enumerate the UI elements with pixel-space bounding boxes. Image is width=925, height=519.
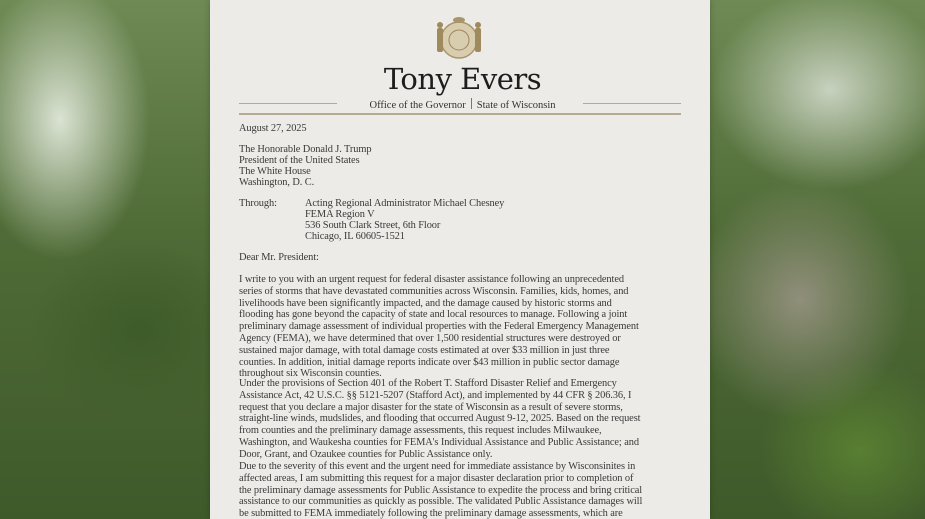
paragraph-line: Assistance Act, 42 U.S.C. §§ 5121-5207 (Stafford Act), and implemented by 44 CFR § 206.36, I [239, 389, 632, 401]
office-label: Office of the Governor [369, 100, 466, 111]
letterhead-subtitle [0, 98, 925, 111]
paragraph-line: Washington, and Waukesha counties for FEMA's Individual Assistance and Public Assistance; and [239, 437, 639, 448]
paragraph-line: straight-line winds, mudslides, and flooding that occurred August 9-12, 2025. Based on the request [239, 413, 641, 425]
recipient-line: The White House [239, 166, 311, 177]
paragraph-line: series of storms that have devastated communities across Wisconsin. Families, kids, homes, and [239, 285, 629, 297]
divider [471, 98, 472, 109]
paragraph-line: throughout six Wisconsin counties. [239, 368, 382, 380]
header-rule-full [239, 113, 681, 115]
header-rule-right [583, 103, 681, 104]
through-label: Through: [239, 198, 277, 209]
letter-date: August 27, 2025 [239, 123, 307, 134]
paragraph-line: counties. In addition, initial damage reports indicate over $43 million in public sector damage [239, 356, 620, 368]
paragraph-line: I write to you with an urgent request for federal disaster assistance following an unprecedented [239, 274, 624, 285]
recipient-line: President of the United States [239, 155, 360, 166]
paragraph-line: Under the provisions of Section 401 of the Robert T. Stafford Disaster Relief and Emergency [239, 378, 617, 389]
paragraph-line: affected areas, I am submitting this request for a major disaster declaration prior to completion of [239, 472, 634, 484]
paragraph-line: assistance to our communities as quickly as possible. The validated Public Assistance damages will [239, 496, 643, 508]
paragraph-line: be submitted to FEMA immediately following the preliminary damage assessments, which are [239, 508, 623, 519]
recipient-line: The Honorable Donald J. Trump [239, 144, 372, 155]
state-label: State of Wisconsin [476, 100, 556, 111]
paragraph-line: request that you declare a major disaster for the state of Wisconsin as a result of severe storms, [239, 401, 623, 413]
letterhead-name: Tony Evers [383, 62, 542, 96]
paragraph-line: sustained major damage, with total damage costs estimated at over $33 million in just three [239, 344, 610, 356]
header-rule-left [239, 103, 337, 104]
paragraph-line: livelihoods have been significantly impacted, and the damage caused by historic storms and [239, 297, 612, 309]
through-line: 536 South Clark Street, 6th Floor [305, 220, 441, 231]
through-line: Chicago, IL 60605-1521 [305, 231, 405, 242]
through-line: FEMA Region V [305, 209, 375, 220]
wisconsin-seal-logo [434, 14, 484, 66]
paragraph-line: flooding has gone beyond the capacity of state and local resources to manage. Following a joint [239, 309, 628, 321]
paragraph-line: the preliminary damage assessments for Public Assistance to expedite the process and bring critical [239, 484, 643, 496]
recipient-line: Washington, D. C. [239, 177, 315, 188]
paragraph-line: Agency (FEMA), we have determined that over 1,500 residential structures were destroyed or [239, 333, 621, 344]
paragraph-line: from counties and the preliminary damage assessments, this request includes Milwaukee, [239, 425, 602, 437]
salutation: Dear Mr. President: [239, 252, 319, 263]
through-line: Acting Regional Administrator Michael Chesney [305, 198, 505, 209]
paragraph-line: Due to the severity of this event and the urgent need for immediate assistance by Wisconsinites in [239, 461, 636, 472]
paragraph-line: Door, Grant, and Ozaukee counties for Public Assistance only. [239, 448, 493, 460]
paragraph-line: preliminary damage assessment of individual properties with the Federal Emergency Management [239, 321, 639, 333]
